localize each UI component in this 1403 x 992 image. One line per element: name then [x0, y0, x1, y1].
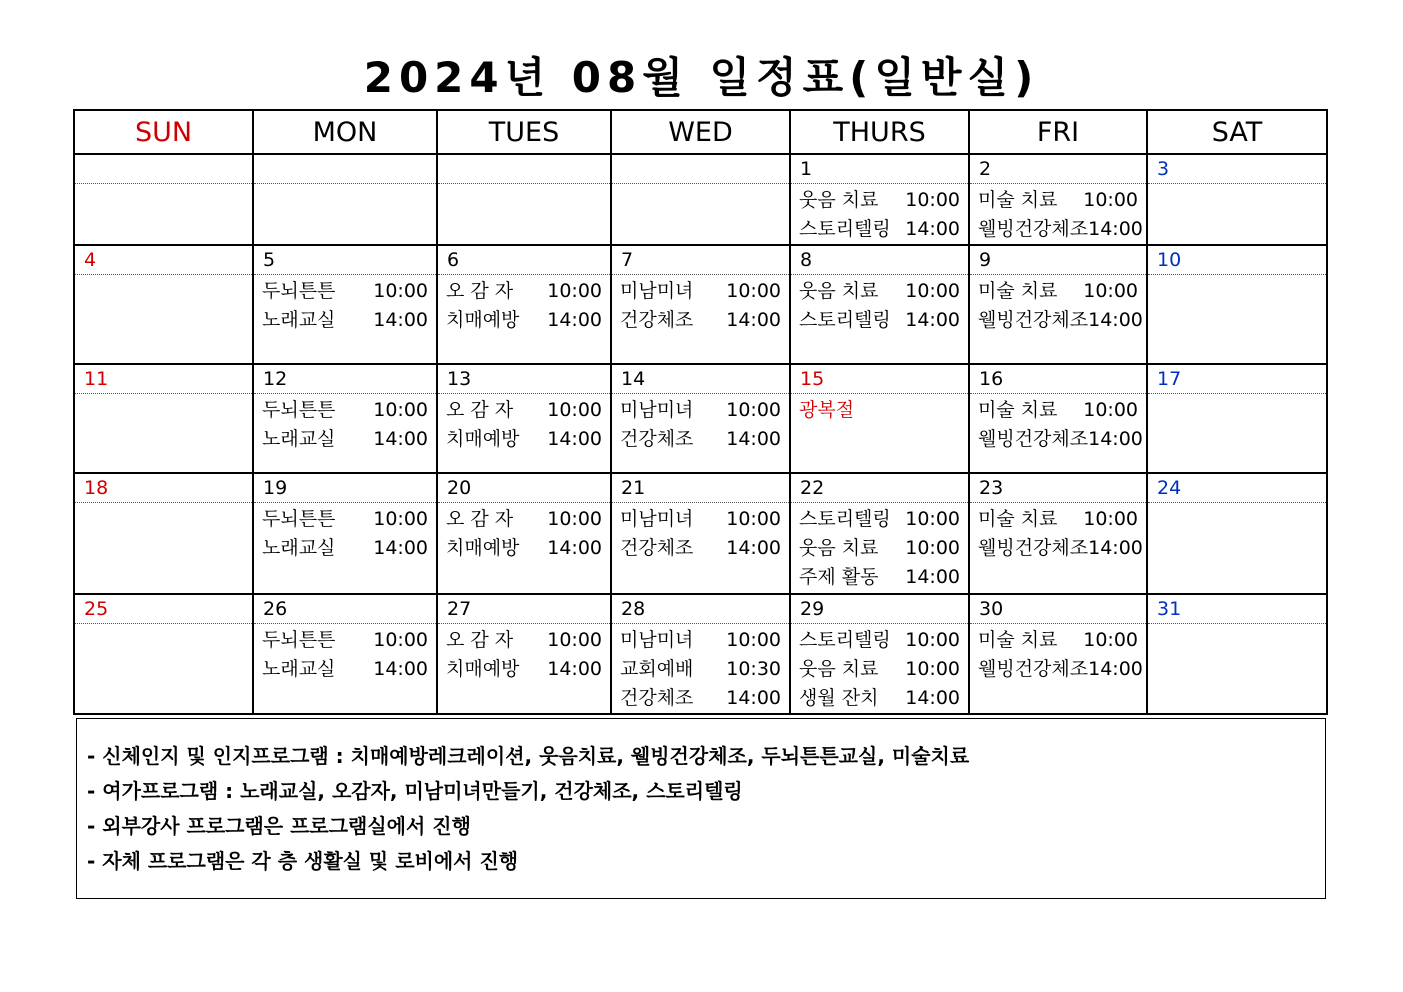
schedule-item-name: 웰빙건강체조: [978, 428, 1089, 450]
weekday-sat: SAT: [1147, 110, 1327, 154]
schedule-item-time: 10:00: [905, 658, 960, 680]
week-events-row: [74, 275, 1327, 365]
schedule-item-name: 생월 잔치: [799, 687, 879, 709]
notes-box: [76, 718, 1326, 899]
weekday-mon: MON: [253, 110, 437, 154]
schedule-item: [978, 425, 1143, 454]
schedule-item-time: 14:00: [547, 309, 602, 331]
schedule-item-time: 14:00: [1088, 428, 1143, 450]
schedule-item: [799, 396, 960, 425]
schedule-item-name: 치매예방: [446, 537, 520, 559]
schedule-item-name: 건강체조: [620, 309, 694, 331]
schedule-item: [262, 277, 428, 306]
schedule-item-time: 14:00: [905, 566, 960, 588]
day-number: 20: [437, 473, 611, 503]
day-events: [74, 624, 253, 715]
day-events: [790, 275, 969, 365]
day-number: 13: [437, 364, 611, 394]
schedule-item-time: 14:00: [726, 309, 781, 331]
schedule-item-time: 10:00: [547, 508, 602, 530]
schedule-item-time: 10:00: [726, 508, 781, 530]
day-events: [74, 184, 253, 246]
schedule-item: [799, 655, 960, 684]
schedule-item-name: 노래교실: [262, 428, 336, 450]
schedule-item-name: 웃음 치료: [799, 189, 879, 211]
schedule-item-name: 오 감 자: [446, 399, 514, 421]
day-events: [74, 275, 253, 365]
schedule-item-time: 10:00: [905, 189, 960, 211]
schedule-item: [262, 655, 428, 684]
schedule-item-name: 두뇌튼튼: [262, 399, 336, 421]
day-number: 26: [253, 594, 437, 624]
day-events: [790, 503, 969, 595]
day-number: 18: [74, 473, 253, 503]
schedule-item: [799, 277, 960, 306]
schedule-item: [978, 215, 1143, 244]
schedule-item: [620, 534, 781, 563]
day-number: 9: [969, 245, 1147, 275]
schedule-item-time: 14:00: [905, 218, 960, 240]
schedule-item: [446, 626, 602, 655]
weekday-fri: FRI: [969, 110, 1147, 154]
schedule-item: [799, 505, 960, 534]
week-events-row: [74, 503, 1327, 595]
schedule-item-name: 스토리텔링: [799, 508, 891, 530]
schedule-item-time: 10:00: [373, 508, 428, 530]
schedule-item-time: 10:00: [1083, 280, 1138, 302]
note-line: - 여가프로그램 : 노래교실, 오감자, 미남미녀만들기, 건강체조, 스토리텔링: [87, 779, 743, 803]
week-date-row: [74, 245, 1327, 275]
day-events: [790, 394, 969, 474]
day-events: [1147, 394, 1327, 474]
schedule-item: [620, 655, 781, 684]
schedule-item-name: 건강체조: [620, 537, 694, 559]
schedule-item-time: 10:00: [1083, 629, 1138, 651]
schedule-item: [978, 655, 1143, 684]
day-events: [253, 394, 437, 474]
day-events: [437, 275, 611, 365]
day-events: [969, 275, 1147, 365]
day-number: 1: [790, 154, 969, 184]
schedule-item-name: 건강체조: [620, 687, 694, 709]
schedule-item-time: 10:00: [726, 399, 781, 421]
day-number: 11: [74, 364, 253, 394]
schedule-item-time: 10:00: [547, 280, 602, 302]
schedule-item-name: 두뇌튼튼: [262, 629, 336, 651]
day-number: 8: [790, 245, 969, 275]
day-events: [437, 503, 611, 595]
schedule-item-name: 미남미녀: [620, 508, 694, 530]
day-events: [437, 184, 611, 246]
schedule-item-time: 14:00: [1088, 218, 1143, 240]
week-date-row: [74, 473, 1327, 503]
schedule-item: [620, 425, 781, 454]
day-number: 22: [790, 473, 969, 503]
schedule-item-time: 14:00: [373, 428, 428, 450]
schedule-item-time: 10:00: [373, 280, 428, 302]
schedule-item-name: 미남미녀: [620, 280, 694, 302]
day-events: [790, 624, 969, 715]
week-events-row: [74, 394, 1327, 474]
day-number: [437, 154, 611, 184]
day-events: [437, 394, 611, 474]
schedule-item-name: 두뇌튼튼: [262, 508, 336, 530]
schedule-item: [978, 396, 1138, 425]
schedule-item-name: 웃음 치료: [799, 280, 879, 302]
schedule-item-name: 미술 치료: [978, 280, 1058, 302]
schedule-item-time: 10:00: [726, 280, 781, 302]
schedule-item-name: 미술 치료: [978, 629, 1058, 651]
schedule-item-name: 노래교실: [262, 309, 336, 331]
page-title: 2024년 08월 일정표(일반실): [363, 53, 1040, 102]
note-line: - 자체 프로그램은 각 층 생활실 및 로비에서 진행: [87, 849, 519, 873]
schedule-item-time: 14:00: [1088, 309, 1143, 331]
day-number: 6: [437, 245, 611, 275]
day-events: [611, 624, 790, 715]
weekday-wed: WED: [611, 110, 790, 154]
schedule-item-time: 14:00: [547, 428, 602, 450]
day-number: [253, 154, 437, 184]
schedule-item-name: 주제 활동: [799, 566, 879, 588]
day-number: 17: [1147, 364, 1327, 394]
schedule-item-time: 10:00: [1083, 508, 1138, 530]
day-events: [611, 184, 790, 246]
schedule-item-time: 10:00: [373, 399, 428, 421]
schedule-item-name: 교회예배: [620, 658, 694, 680]
schedule-item-name: 치매예방: [446, 428, 520, 450]
schedule-item-time: 10:00: [1083, 399, 1138, 421]
day-number: 23: [969, 473, 1147, 503]
schedule-item-time: 10:00: [905, 508, 960, 530]
schedule-item: [446, 396, 602, 425]
schedule-item-time: 10:00: [905, 629, 960, 651]
schedule-item-time: 10:00: [547, 399, 602, 421]
schedule-item: [446, 655, 602, 684]
day-number: 3: [1147, 154, 1327, 184]
schedule-item-name: 스토리텔링: [799, 218, 891, 240]
schedule-item-name: 웃음 치료: [799, 537, 879, 559]
schedule-item-time: 14:00: [905, 687, 960, 709]
schedule-item-time: 14:00: [1088, 658, 1143, 680]
schedule-item-name: 웰빙건강체조: [978, 537, 1089, 559]
day-number: 21: [611, 473, 790, 503]
day-events: [790, 184, 969, 246]
schedule-item: [620, 505, 781, 534]
schedule-item: [799, 563, 960, 592]
day-number: 28: [611, 594, 790, 624]
schedule-item-time: 14:00: [1088, 537, 1143, 559]
schedule-item-name: 노래교실: [262, 537, 336, 559]
week-events-row: [74, 184, 1327, 246]
schedule-item: [978, 277, 1138, 306]
schedule-item: [446, 534, 602, 563]
schedule-item: [620, 684, 781, 713]
weekday-tue: TUES: [437, 110, 611, 154]
schedule-item-name: 치매예방: [446, 658, 520, 680]
day-events: [969, 503, 1147, 595]
day-events: [74, 394, 253, 474]
schedule-item-name: 웃음 치료: [799, 658, 879, 680]
schedule-item-time: 10:30: [726, 658, 781, 680]
day-number: 24: [1147, 473, 1327, 503]
day-events: [611, 275, 790, 365]
schedule-item: [799, 306, 960, 335]
schedule-item-time: 14:00: [373, 658, 428, 680]
schedule-item-time: 14:00: [726, 687, 781, 709]
schedule-item-name: 스토리텔링: [799, 629, 891, 651]
schedule-item: [620, 626, 781, 655]
schedule-item-name: 오 감 자: [446, 629, 514, 651]
schedule-item: [978, 626, 1138, 655]
schedule-item-time: 10:00: [547, 629, 602, 651]
schedule-item: [799, 534, 960, 563]
schedule-item: [799, 215, 960, 244]
week-date-row: [74, 154, 1327, 184]
weekday-sun: SUN: [74, 110, 253, 154]
day-events: [611, 503, 790, 595]
schedule-item: [446, 306, 602, 335]
schedule-item: [262, 396, 428, 425]
schedule-item-name: 오 감 자: [446, 508, 514, 530]
day-events: [437, 624, 611, 715]
schedule-item: [446, 505, 602, 534]
day-number: 4: [74, 245, 253, 275]
day-events: [969, 184, 1147, 246]
day-events: [1147, 184, 1327, 246]
schedule-item: [262, 534, 428, 563]
day-number: 7: [611, 245, 790, 275]
day-number: [611, 154, 790, 184]
schedule-item-time: 14:00: [547, 658, 602, 680]
schedule-item: [799, 186, 960, 215]
day-events: [1147, 624, 1327, 715]
day-number: 2: [969, 154, 1147, 184]
schedule-item-name: 치매예방: [446, 309, 520, 331]
week-events-row: [74, 624, 1327, 715]
day-number: 16: [969, 364, 1147, 394]
schedule-item-name: 두뇌튼튼: [262, 280, 336, 302]
day-events: [253, 503, 437, 595]
schedule-item: [620, 277, 781, 306]
schedule-item-time: 14:00: [905, 309, 960, 331]
schedule-item: [620, 306, 781, 335]
schedule-item-name: 노래교실: [262, 658, 336, 680]
day-events: [611, 394, 790, 474]
day-events: [253, 184, 437, 246]
day-number: 5: [253, 245, 437, 275]
schedule-item: [978, 306, 1143, 335]
calendar-table: [73, 109, 1328, 715]
schedule-item-name: 웰빙건강체조: [978, 309, 1089, 331]
day-number: 12: [253, 364, 437, 394]
schedule-item: [978, 534, 1143, 563]
day-number: 19: [253, 473, 437, 503]
week-date-row: [74, 364, 1327, 394]
schedule-item-time: 10:00: [905, 537, 960, 559]
schedule-item: [978, 186, 1138, 215]
schedule-item-name: 미남미녀: [620, 629, 694, 651]
day-events: [969, 394, 1147, 474]
schedule-item: [262, 626, 428, 655]
day-number: 27: [437, 594, 611, 624]
day-number: 14: [611, 364, 790, 394]
schedule-item-name: 광복절: [799, 399, 855, 421]
weekday-header-row: [74, 110, 1327, 154]
schedule-item: [262, 505, 428, 534]
day-events: [1147, 275, 1327, 365]
schedule-item: [799, 626, 960, 655]
day-number: 31: [1147, 594, 1327, 624]
schedule-item-name: 미남미녀: [620, 399, 694, 421]
schedule-item: [446, 277, 602, 306]
day-number: 29: [790, 594, 969, 624]
schedule-item-name: 미술 치료: [978, 189, 1058, 211]
day-events: [74, 503, 253, 595]
schedule-item-name: 건강체조: [620, 428, 694, 450]
schedule-item: [262, 306, 428, 335]
week-date-row: [74, 594, 1327, 624]
schedule-item-time: 10:00: [726, 629, 781, 651]
weekday-thu: THURS: [790, 110, 969, 154]
schedule-item-time: 14:00: [726, 537, 781, 559]
schedule-item-time: 10:00: [905, 280, 960, 302]
day-number: 25: [74, 594, 253, 624]
schedule-item-time: 14:00: [373, 537, 428, 559]
day-number: 15: [790, 364, 969, 394]
schedule-item-time: 10:00: [1083, 189, 1138, 211]
schedule-item: [978, 505, 1138, 534]
day-number: 10: [1147, 245, 1327, 275]
schedule-item-name: 웰빙건강체조: [978, 218, 1089, 240]
schedule-item-time: 14:00: [547, 537, 602, 559]
schedule-item: [446, 425, 602, 454]
schedule-item-time: 14:00: [373, 309, 428, 331]
day-events: [1147, 503, 1327, 595]
schedule-item-name: 미술 치료: [978, 508, 1058, 530]
schedule-item-name: 오 감 자: [446, 280, 514, 302]
note-line: - 신체인지 및 인지프로그램 : 치매예방레크레이션, 웃음치료, 웰빙건강체조, 두뇌튼튼교실, 미술치료: [87, 744, 970, 768]
day-events: [969, 624, 1147, 715]
schedule-item-time: 14:00: [726, 428, 781, 450]
schedule-item: [799, 684, 960, 713]
schedule-item-name: 웰빙건강체조: [978, 658, 1089, 680]
day-number: [74, 154, 253, 184]
schedule-item: [262, 425, 428, 454]
schedule-item-time: 10:00: [373, 629, 428, 651]
day-events: [253, 275, 437, 365]
schedule-item-name: 스토리텔링: [799, 309, 891, 331]
schedule-item-name: 미술 치료: [978, 399, 1058, 421]
day-number: 30: [969, 594, 1147, 624]
day-events: [253, 624, 437, 715]
schedule-item: [620, 396, 781, 425]
note-line: - 외부강사 프로그램은 프로그램실에서 진행: [87, 814, 471, 838]
